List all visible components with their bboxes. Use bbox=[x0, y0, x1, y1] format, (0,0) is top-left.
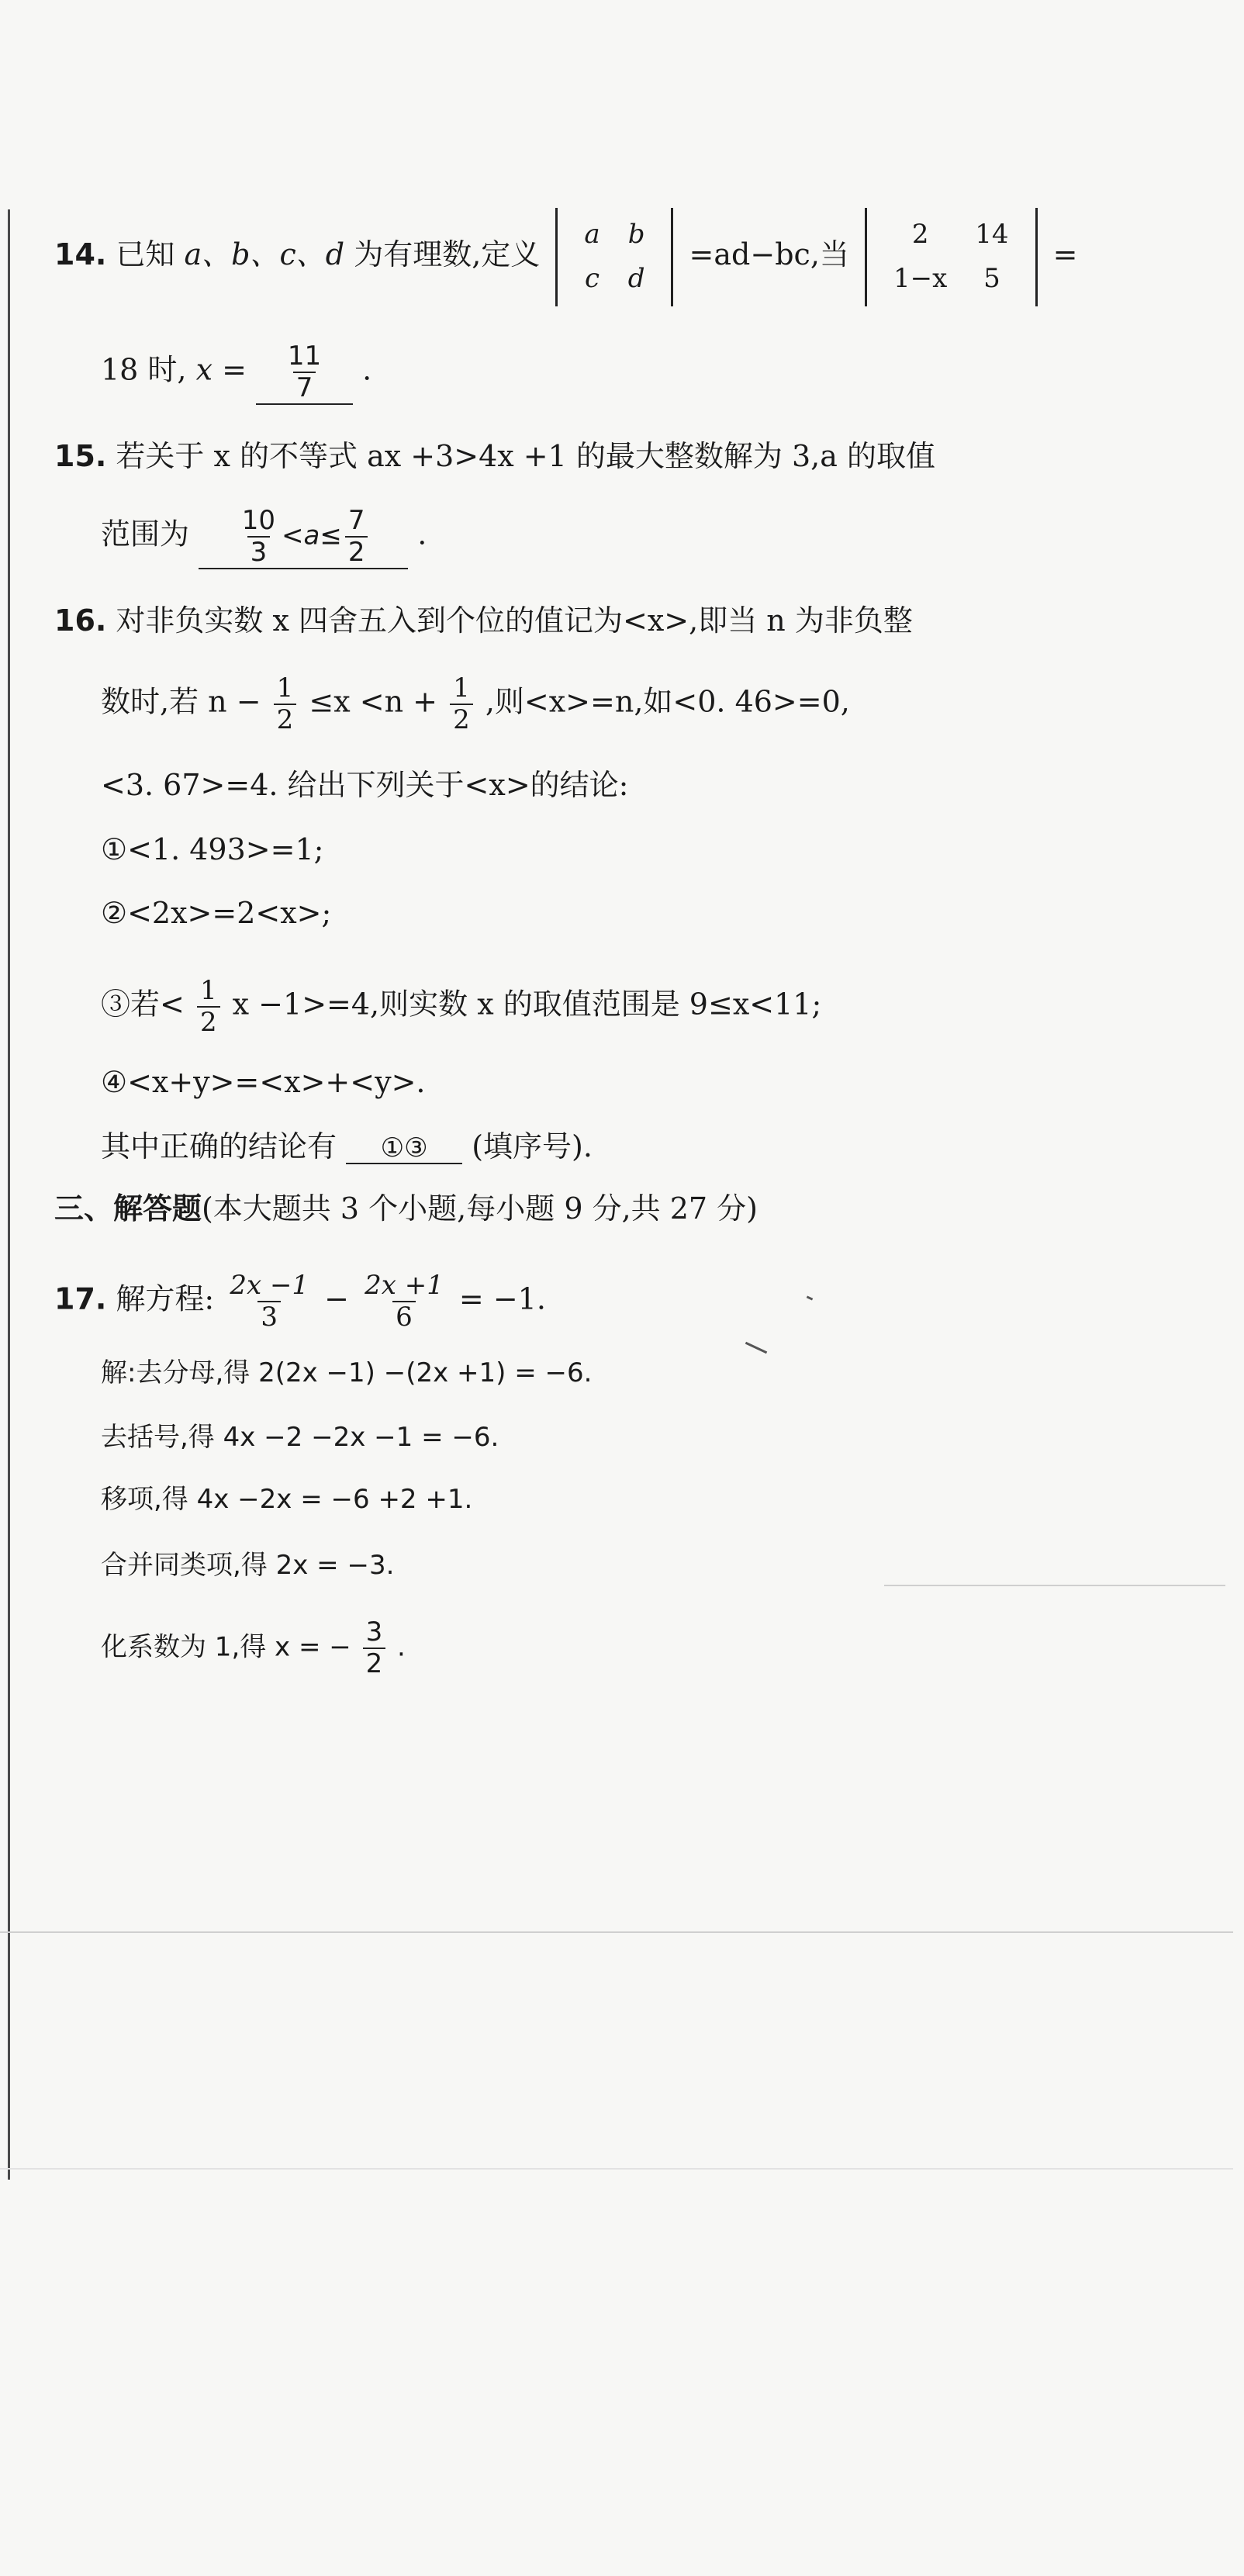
q15-right-denominator: 2 bbox=[345, 536, 368, 568]
q15-answer-middle: <a≤ bbox=[282, 520, 342, 552]
q17-f2-denominator: 6 bbox=[392, 1301, 416, 1333]
q17-fraction-1 bbox=[226, 1271, 312, 1333]
q17-solution-2 bbox=[101, 1423, 499, 1452]
q14-mid: 为有理数,定义 bbox=[354, 237, 541, 271]
q15-period: . bbox=[417, 517, 427, 552]
q17-sol1-text: 解:去分母,得 2(2x −1) −(2x +1) = −6. bbox=[101, 1357, 593, 1388]
pen-mark-dot bbox=[807, 1295, 814, 1300]
q16-half-fraction-2 bbox=[450, 673, 473, 735]
q17-solution-5 bbox=[101, 1617, 406, 1679]
q17-sol5-a: 化系数为 1,得 x = − bbox=[101, 1631, 351, 1663]
q16-item2 bbox=[101, 897, 331, 930]
q16-line1-text: 对非负实数 x 四舍五入到个位的值记为<x>,即当 n 为非负整 bbox=[116, 603, 913, 638]
q14-period: . bbox=[362, 352, 372, 387]
determinant-given bbox=[865, 208, 1038, 306]
q14-line2 bbox=[101, 341, 371, 405]
q17-minus: − bbox=[324, 1281, 349, 1316]
q17-solution-4 bbox=[101, 1551, 394, 1580]
q17-sol5-b: . bbox=[397, 1631, 406, 1663]
det1-c: c bbox=[585, 263, 600, 295]
q16-line3-text: <3. 67>=4. 给出下列关于<x>的结论: bbox=[101, 768, 629, 802]
q14-def: =ad−bc,当 bbox=[689, 237, 849, 271]
det1-d: d bbox=[627, 263, 645, 295]
q15-left-denominator: 3 bbox=[247, 536, 271, 568]
q16-item4 bbox=[101, 1067, 426, 1099]
q14-x-eq: x = bbox=[195, 352, 247, 387]
q16-line2-c: ,则<x>=n,如<0. 46>=0, bbox=[485, 684, 850, 719]
q16-item2-text: ②<2x>=2<x>; bbox=[101, 896, 332, 930]
q15-right-numerator: 7 bbox=[347, 505, 365, 536]
q16-item3-b: x −1>=4,则实数 x 的取值范围是 9≤x<11; bbox=[232, 987, 822, 1022]
q15-answer-left-fraction bbox=[239, 506, 278, 568]
q16-half-fraction-1 bbox=[274, 673, 297, 735]
q14-eq: = bbox=[1052, 237, 1078, 271]
q16-line2-b: ≤x <n + bbox=[309, 684, 437, 719]
det1-b: b bbox=[627, 219, 645, 250]
q17-solution-3 bbox=[101, 1485, 472, 1514]
q16-line3 bbox=[101, 769, 628, 802]
q14-intro: 已知 bbox=[116, 237, 175, 271]
q14-answer-denominator: 7 bbox=[293, 372, 316, 403]
faint-divider-3 bbox=[0, 2168, 1233, 2170]
pen-mark bbox=[745, 1342, 767, 1354]
q16-conclusion-b: (填序号). bbox=[472, 1129, 593, 1164]
q16-item1-text: ①<1. 493>=1; bbox=[101, 832, 324, 866]
det2-b: 14 bbox=[975, 219, 1009, 250]
q16-item3-num: 1 bbox=[199, 975, 217, 1006]
q17-sol5-denominator: 2 bbox=[363, 1648, 386, 1679]
q16-half-den-1: 2 bbox=[274, 704, 297, 735]
q14-line1 bbox=[54, 208, 1078, 306]
section3-header bbox=[54, 1193, 758, 1226]
q16-item3 bbox=[101, 976, 821, 1038]
q16-item3-den: 2 bbox=[197, 1006, 220, 1038]
q14-number: 14. bbox=[54, 237, 107, 271]
q16-item3-fraction bbox=[197, 976, 220, 1038]
det2-a: 2 bbox=[911, 219, 929, 250]
q16-half-den-2: 2 bbox=[450, 704, 473, 735]
q16-item4-text: ④<x+y>=<x>+<y>. bbox=[101, 1065, 426, 1099]
q17-sol3-text: 移项,得 4x −2x = −6 +2 +1. bbox=[101, 1484, 473, 1515]
q15-line2-prefix: 范围为 bbox=[101, 517, 190, 552]
q14-line2-prefix: 18 时, bbox=[101, 352, 187, 387]
q16-line1 bbox=[54, 605, 913, 638]
q17-sol5-fraction bbox=[363, 1617, 386, 1679]
q15-answer-right-fraction bbox=[345, 506, 368, 568]
q17-sol5-numerator: 3 bbox=[365, 1616, 383, 1648]
q17-sol4-text: 合并同类项,得 2x = −3. bbox=[101, 1550, 395, 1581]
q16-line2-a: 数时,若 n − bbox=[101, 684, 261, 719]
q16-answer: ①③ bbox=[380, 1132, 428, 1164]
q14-answer-numerator: 11 bbox=[287, 341, 322, 372]
det2-d: 5 bbox=[983, 263, 1000, 295]
q17-f2-numerator: 2x +1 bbox=[365, 1270, 444, 1301]
q17-f1-denominator: 3 bbox=[257, 1301, 281, 1333]
q14-answer-blank bbox=[256, 341, 353, 405]
q16-line2 bbox=[101, 673, 850, 735]
det1-a: a bbox=[584, 219, 600, 250]
q17-f1-numerator: 2x −1 bbox=[230, 1270, 309, 1301]
q15-answer-blank bbox=[199, 506, 408, 569]
q15-left-numerator: 10 bbox=[241, 505, 276, 536]
q17-label: 解方程: bbox=[116, 1281, 215, 1316]
q16-half-num-2: 1 bbox=[453, 673, 470, 704]
section3-title: 三、解答题 bbox=[54, 1191, 202, 1226]
q17-line1 bbox=[54, 1271, 546, 1333]
q16-half-num-1: 1 bbox=[276, 673, 294, 704]
q14-vars: a、b、c、d bbox=[184, 237, 345, 271]
q15-line1 bbox=[54, 441, 935, 473]
q17-solution-1 bbox=[101, 1359, 592, 1388]
q17-fraction-2 bbox=[361, 1271, 447, 1333]
q16-conclusion-a: 其中正确的结论有 bbox=[101, 1129, 337, 1164]
q16-answer-blank bbox=[346, 1134, 462, 1164]
det2-c: 1−x bbox=[893, 263, 948, 295]
left-margin-line bbox=[8, 209, 10, 2180]
q15-number: 15. bbox=[54, 439, 107, 473]
faint-divider-1 bbox=[884, 1585, 1225, 1586]
q16-conclusion bbox=[101, 1131, 593, 1164]
q15-text: 若关于 x 的不等式 ax +3>4x +1 的最大整数解为 3,a 的取值 bbox=[116, 439, 935, 473]
faint-divider-2 bbox=[0, 1931, 1233, 1933]
q17-sol2-text: 去括号,得 4x −2 −2x −1 = −6. bbox=[101, 1422, 499, 1453]
determinant-definition bbox=[555, 208, 673, 306]
section3-note: (本大题共 3 个小题,每小题 9 分,共 27 分) bbox=[202, 1191, 758, 1226]
q17-number: 17. bbox=[54, 1281, 107, 1316]
q16-number: 16. bbox=[54, 603, 107, 638]
q16-item3-a: ③若< bbox=[101, 987, 185, 1022]
q14-answer-fraction bbox=[285, 341, 324, 403]
q16-item1 bbox=[101, 834, 323, 866]
q17-rhs: = −1. bbox=[458, 1281, 546, 1316]
q15-line2 bbox=[101, 506, 427, 569]
